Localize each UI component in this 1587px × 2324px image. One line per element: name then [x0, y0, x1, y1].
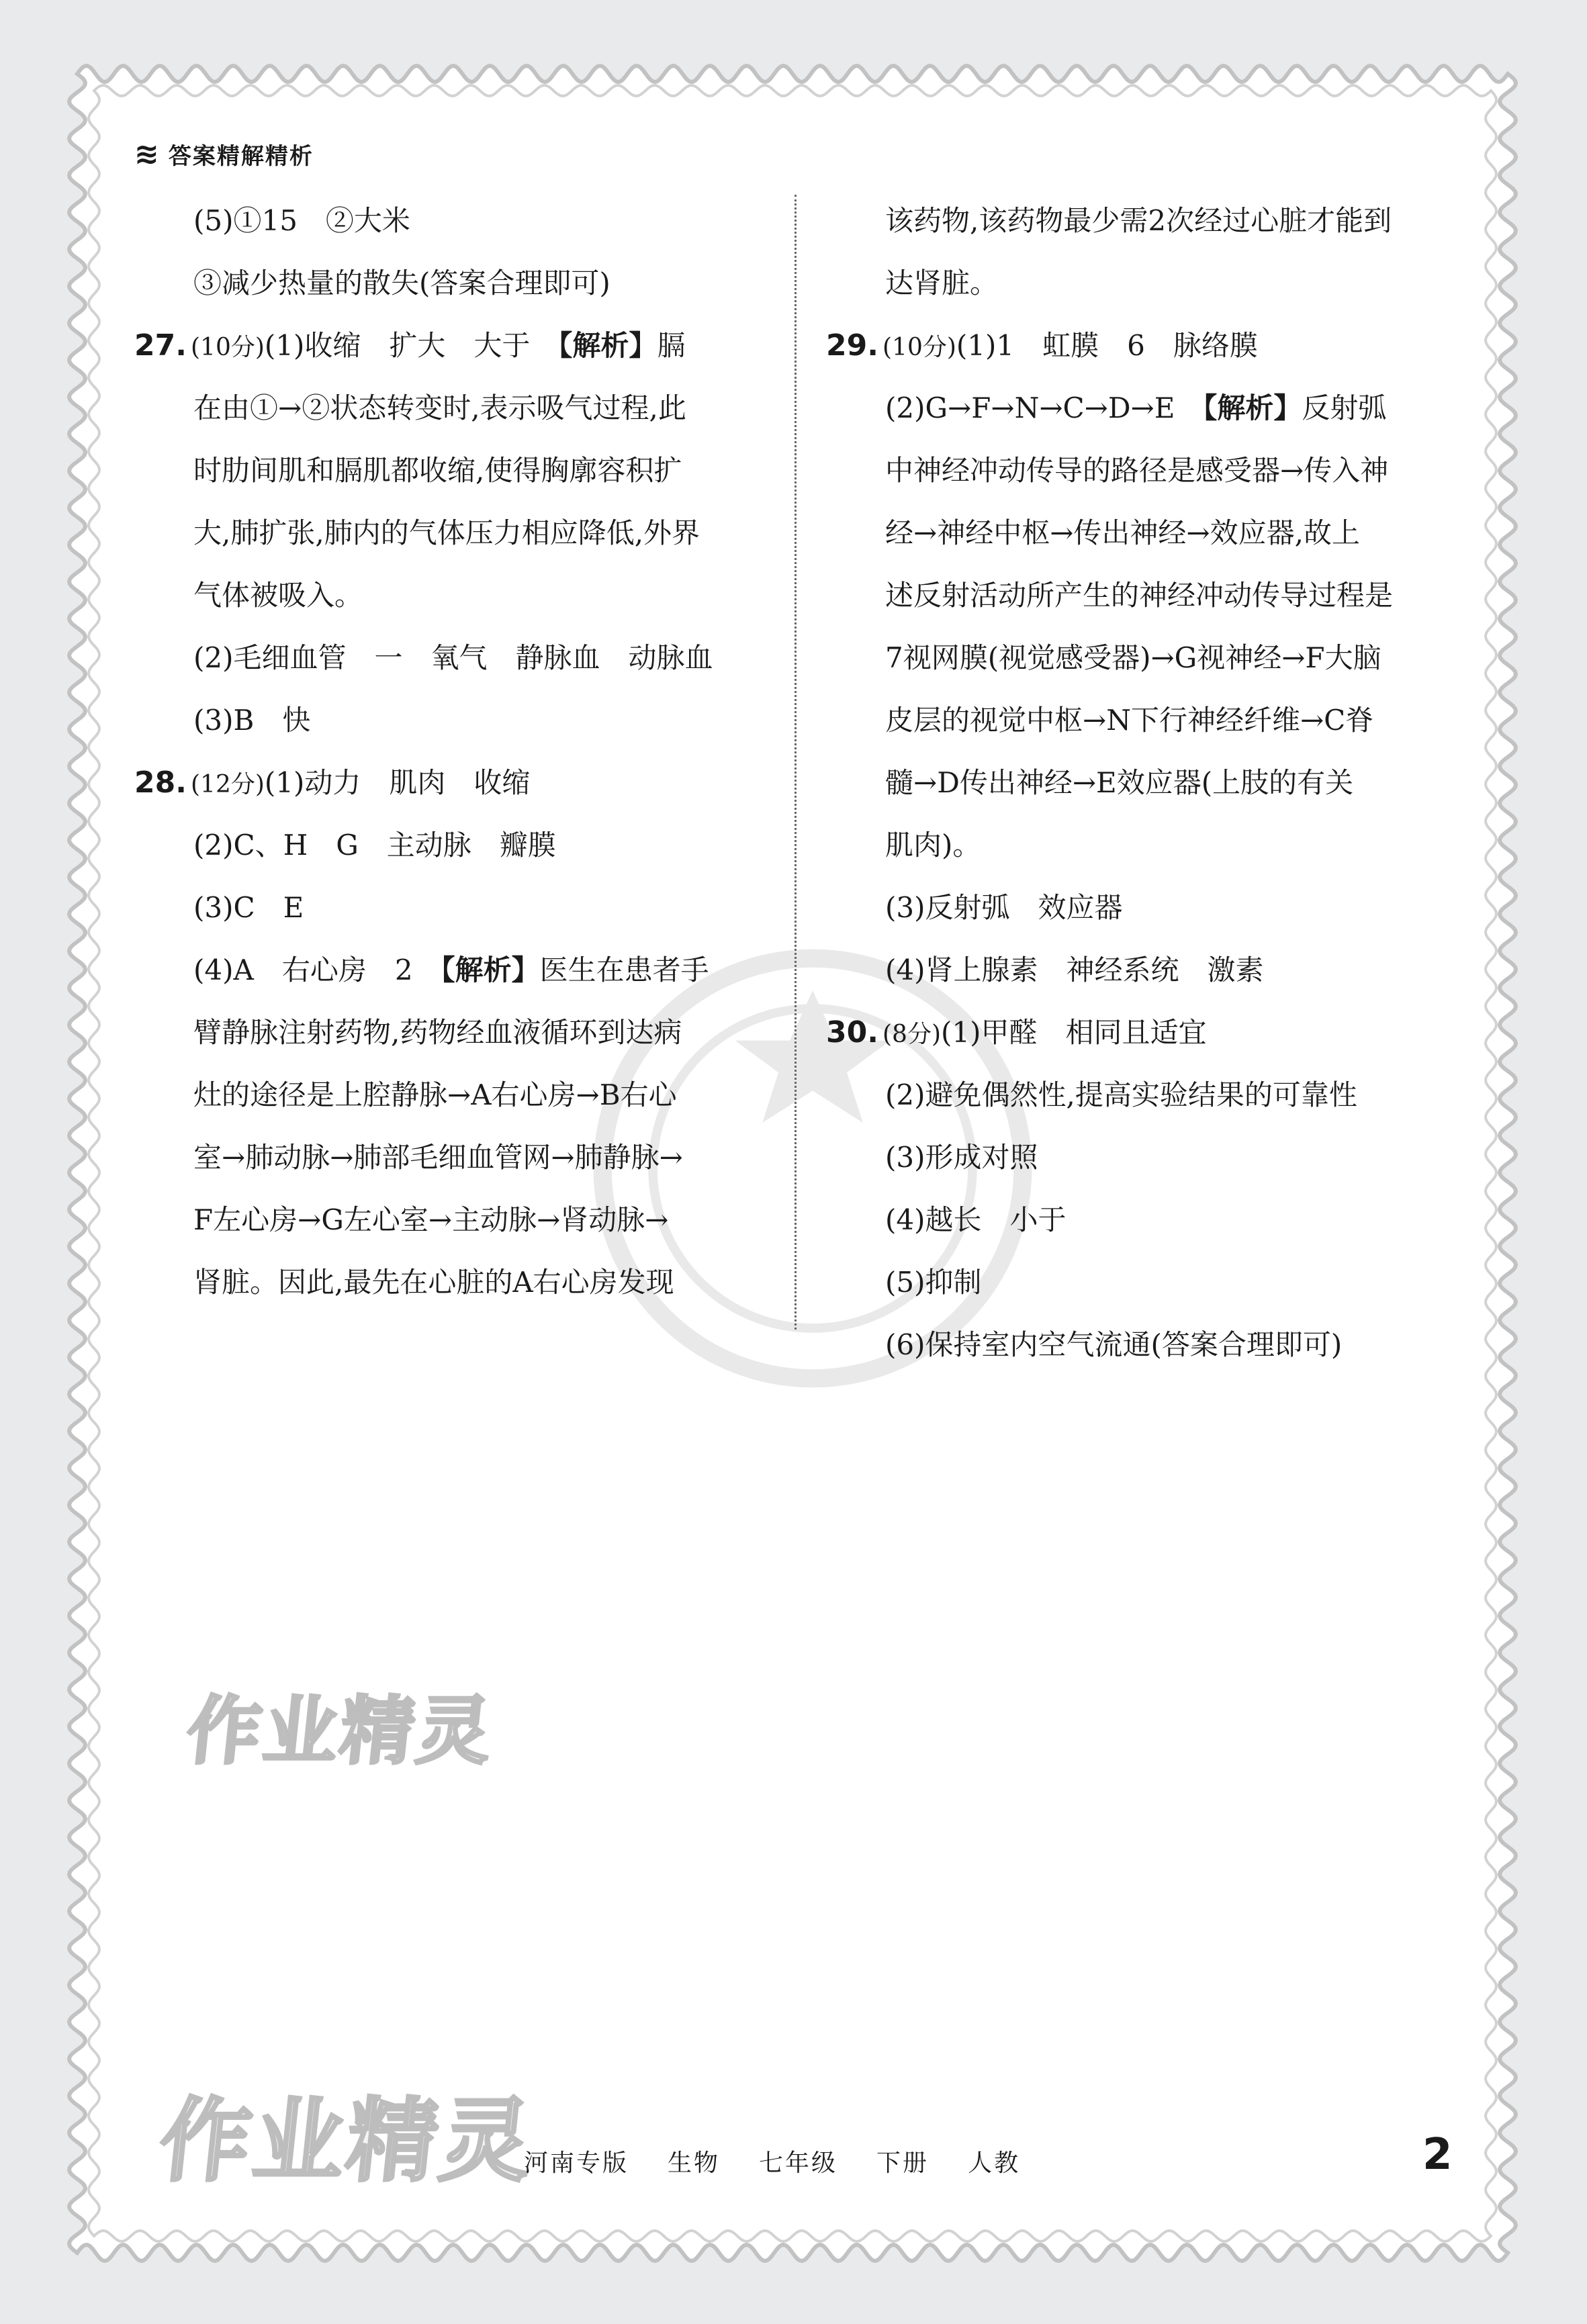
q30-score: (8分): [882, 1021, 941, 1048]
q29-analysis-start: 反射弧: [1302, 391, 1387, 424]
page-header: [134, 138, 314, 171]
q29-line: 经→神经中枢→传出神经→效应器,故上: [885, 516, 1360, 549]
q29-number: 29.: [826, 328, 878, 363]
wave-lines-icon: ≋: [134, 136, 161, 171]
q27-score: (10分): [191, 334, 265, 361]
q29-line: 7视网膜(视觉感受器)→G视神经→F大脑: [885, 641, 1381, 674]
q27-answer-1: (1)收缩 扩大 大于: [264, 329, 531, 362]
q28-answer-4-text: (4)A 右心房 2: [193, 954, 413, 986]
q27-answer-3: (3)B 快: [193, 704, 311, 737]
q27-line: 大,肺扩张,肺内的气体压力相应降低,外界: [193, 516, 700, 549]
q28-line: 肾脏。因此,最先在心脏的A右心房发现: [193, 1266, 674, 1299]
q28-answer-1: (1)动力 肌肉 收缩: [264, 766, 531, 799]
q28-first-line: [134, 751, 762, 814]
q26-answer-5: (5)①15 ②大米: [193, 204, 410, 237]
q30-answer-4: (4)越长 小于: [885, 1203, 1067, 1236]
q30-first-line: [826, 1001, 1454, 1064]
page-footer: [524, 2144, 1020, 2178]
left-column: [134, 189, 762, 1313]
q28-analysis-tag: 【解析】: [441, 954, 540, 986]
q29-score: (10分): [882, 334, 956, 361]
q30-answer-6: (6)保持室内空气流通(答案合理即可): [885, 1328, 1343, 1361]
q29-answer-1: (1)1 虹膜 6 脉络膜: [956, 329, 1258, 362]
q29-line: 髓→D传出神经→E效应器(上肢的有关: [885, 766, 1354, 799]
q27-line: 气体被吸入。: [193, 579, 363, 612]
q29-answer-4: (4)肾上腺素 神经系统 激素: [885, 954, 1264, 986]
q27-answer-2: (2)毛细血管 一 氧气 静脉血 动脉血: [193, 641, 713, 674]
q27-line: 在由①→②状态转变时,表示吸气过程,此: [193, 391, 686, 424]
q30-answer-1: (1)甲醛 相同且适宜: [941, 1016, 1207, 1049]
footer-grade: 七年级: [759, 2149, 838, 2177]
watermark-text: 作业精灵: [183, 1688, 498, 1774]
q29-answer-3: (3)反射弧 效应器: [885, 891, 1123, 924]
q28-line: 灶的途径是上腔静脉→A右心房→B右心: [193, 1078, 677, 1111]
q30-answer-3: (3)形成对照: [885, 1141, 1038, 1174]
q29-answer-2-text: (2)G→F→N→C→D→E: [885, 391, 1175, 424]
right-column: [826, 189, 1454, 1376]
q28-line: 室→肺动脉→肺部毛细血管网→肺静脉→: [193, 1141, 683, 1174]
header-title: 答案精解精析: [168, 143, 314, 170]
q27-first-line: [134, 314, 762, 377]
footer-volume: 下册: [876, 2149, 929, 2177]
q26-answer-5-note: ③减少热量的散失(答案合理即可): [193, 267, 610, 299]
q28-answer-3: (3)C E: [193, 891, 304, 924]
q27-analysis-start: 膈: [657, 329, 686, 362]
q29-line: 中神经冲动传导的路径是感受器→传入神: [885, 454, 1389, 487]
q29-answer-2: [826, 377, 1454, 439]
q27-line: 时肋间肌和膈肌都收缩,使得胸廓容积扩: [193, 454, 682, 487]
q28-answer-4: [134, 939, 762, 1001]
q28-line: 该药物,该药物最少需2次经过心脏才能到: [885, 204, 1392, 237]
q28-analysis-start: 医生在患者手: [539, 954, 709, 986]
q28-line: 臂静脉注射药物,药物经血液循环到达病: [193, 1016, 682, 1049]
footer-publisher: 人教: [968, 2149, 1021, 2177]
q29-line: 肌肉)。: [885, 829, 981, 862]
q27-analysis-tag: 【解析】: [558, 329, 658, 362]
watermark-text: 作业精灵: [154, 2088, 540, 2194]
q30-answer-5: (5)抑制: [885, 1266, 982, 1299]
q30-answer-2: (2)避免偶然性,提高实验结果的可靠性: [885, 1078, 1357, 1111]
footer-edition: 河南专版: [524, 2149, 629, 2177]
page-number: 2: [1422, 2130, 1453, 2180]
q28-number: 28.: [134, 765, 187, 800]
q29-analysis-tag: 【解析】: [1203, 391, 1302, 424]
footer-subject: 生物: [668, 2149, 721, 2177]
column-divider: [795, 195, 797, 1330]
q29-first-line: [826, 314, 1454, 377]
q28-score: (12分): [191, 771, 265, 798]
q28-line: F左心房→G左心室→主动脉→肾动脉→: [193, 1203, 669, 1236]
q29-line: 皮层的视觉中枢→N下行神经纤维→C脊: [885, 704, 1374, 737]
q30-number: 30.: [826, 1015, 878, 1050]
q28-answer-2: (2)C、H G 主动脉 瓣膜: [193, 829, 556, 862]
q28-line: 达肾脏。: [885, 267, 999, 299]
q27-number: 27.: [134, 328, 187, 363]
q29-line: 述反射活动所产生的神经冲动传导过程是: [885, 579, 1394, 612]
